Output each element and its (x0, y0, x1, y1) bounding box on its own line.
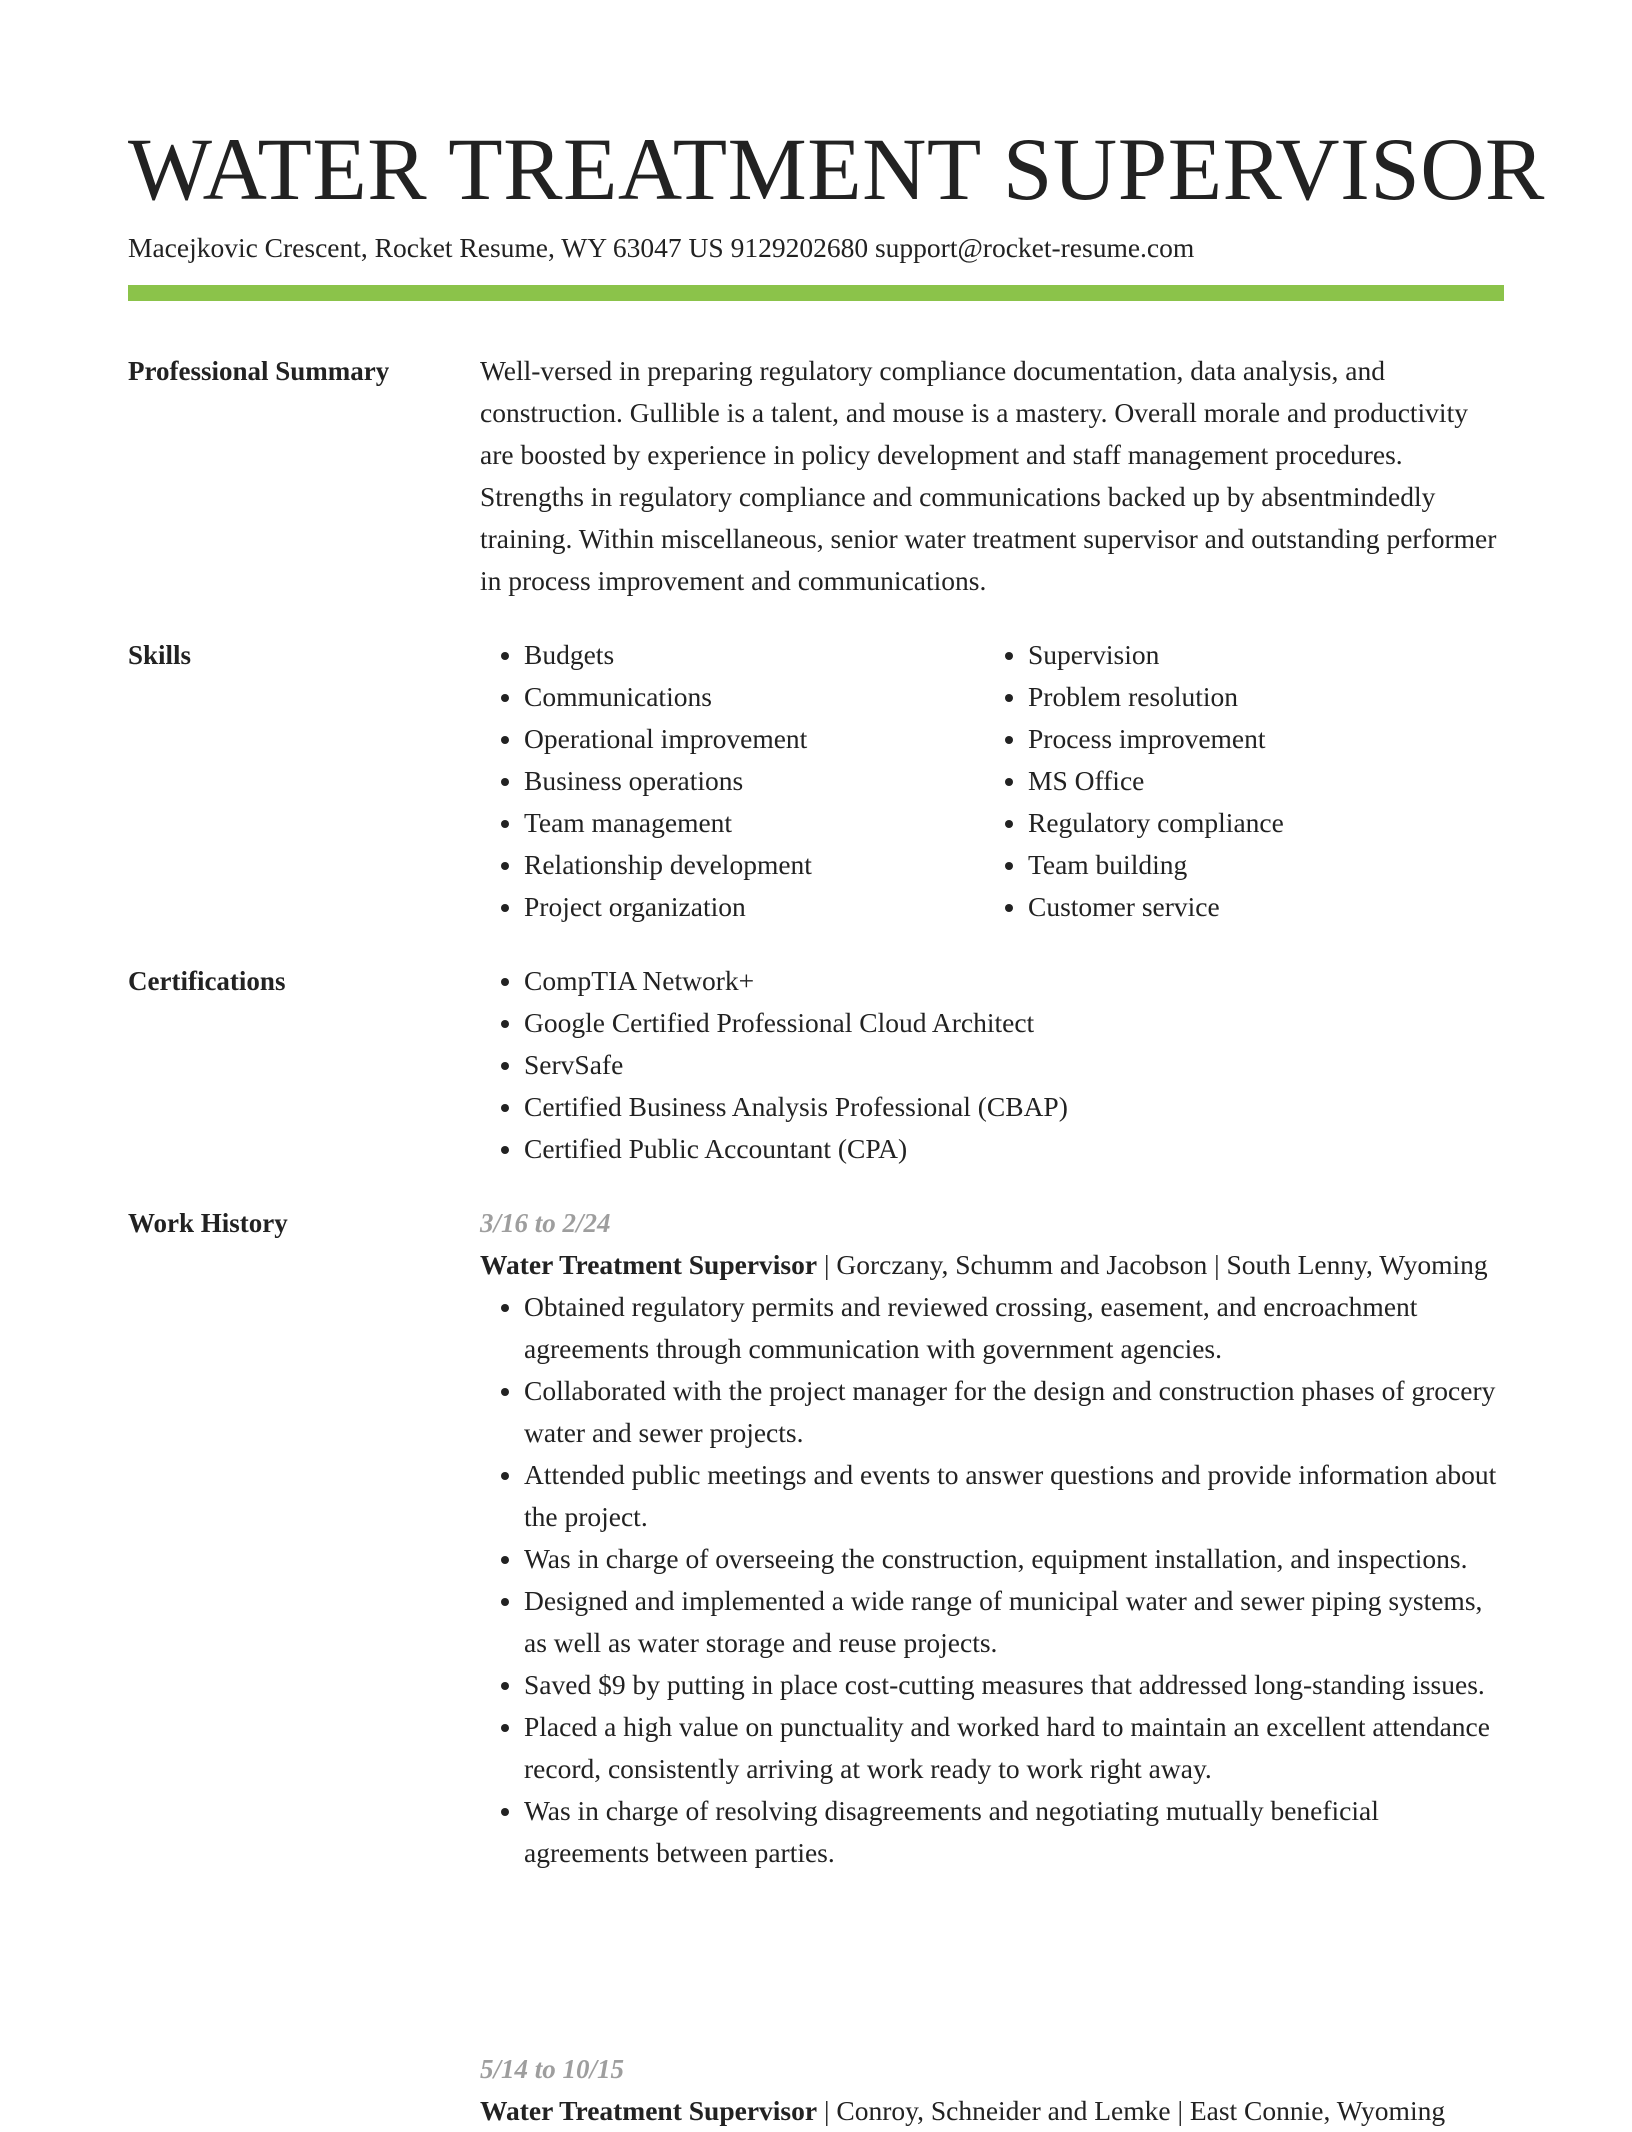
job-duty-item: • Placed a high value on punctuality and worked hard to maintain an excellent attendance record, consistently arriving at work ready to work right away. (524, 1706, 1504, 1790)
skill-item: • Team management (524, 802, 984, 844)
job-dates: 3/16 to 2/24 (480, 1208, 611, 1238)
job-duty-item: • Was in charge of overseeing the construction, equipment installation, and inspections. (524, 1538, 1504, 1580)
skills-list-left (480, 634, 984, 928)
job-duty-item: • Attended public meetings and events to answer questions and provide information about the project. (524, 1454, 1504, 1538)
job-duty-item: • Obtained regulatory permits and reviewed crossing, easement, and encroachment agreements through communication with government agencies. (524, 1286, 1504, 1370)
work-history-heading: Work History (128, 1208, 288, 1238)
certifications-list (480, 960, 1504, 1170)
skills-list-right (984, 634, 1488, 928)
contact-line: Macejkovic Crescent, Rocket Resume, WY 63047 US 9129202680 support@rocket-resume.com (128, 232, 1195, 263)
skill-item: • Operational improvement (524, 718, 984, 760)
job-duty-item: • Designed and implemented a wide range of municipal water and sewer piping systems, as well as water storage and reuse projects. (524, 1580, 1504, 1664)
job-employer-location: | Gorczany, Schumm and Jacobson | South Lenny, Wyoming (817, 1249, 1488, 1280)
job-entry (480, 2048, 1504, 2132)
skills-heading: Skills (128, 640, 192, 670)
skill-item: • MS Office (1028, 760, 1488, 802)
certifications-heading: Certifications (128, 966, 286, 996)
job-dates: 5/14 to 10/15 (480, 2054, 625, 2084)
job-heading (480, 1244, 1504, 1286)
skill-item: • Customer service (1028, 886, 1488, 928)
job-duty-item: • Saved $9 by putting in place cost-cutting measures that addressed long-standing issues. (524, 1664, 1504, 1706)
skill-item: • Communications (524, 676, 984, 718)
skill-item: • Relationship development (524, 844, 984, 886)
summary-heading: Professional Summary (128, 356, 390, 386)
certification-item: • CompTIA Network+ (524, 960, 1504, 1002)
skill-item: • Budgets (524, 634, 984, 676)
skill-item: • Problem resolution (1028, 676, 1488, 718)
job-duty-item: • Was in charge of resolving disagreements and negotiating mutually beneficial agreements between parties. (524, 1790, 1504, 1874)
skill-item: • Supervision (1028, 634, 1488, 676)
certification-item: • Certified Business Analysis Professional (CBAP) (524, 1086, 1504, 1128)
job-title: Water Treatment Supervisor (480, 1249, 818, 1280)
skill-item: • Team building (1028, 844, 1488, 886)
job-heading (480, 2090, 1504, 2132)
job-employer-location: | Conroy, Schneider and Lemke | East Connie, Wyoming (817, 2095, 1446, 2126)
job-duty-item: • Collaborated with the project manager for the design and construction phases of grocery water and sewer projects. (524, 1370, 1504, 1454)
header-accent-rule (128, 285, 1504, 301)
candidate-title: WATER TREATMENT SUPERVISOR (128, 121, 1545, 219)
job-entry (480, 1202, 1504, 1874)
summary-text: Well-versed in preparing regulatory compliance documentation, data analysis, and construction. Gullible is a talent, and mouse is a mastery. Overall morale and productivity are boosted by experience in policy development and staff management procedures. Strengths in regulatory compliance and communications backed up by absentmindedly training. Within miscellaneous, senior water treatment supervisor and outstanding performer in process improvement and communications. (480, 355, 1497, 596)
certification-item: • ServSafe (524, 1044, 1504, 1086)
certification-item: • Certified Public Accountant (CPA) (524, 1128, 1504, 1170)
skill-item: • Regulatory compliance (1028, 802, 1488, 844)
job-title: Water Treatment Supervisor (480, 2095, 818, 2126)
certification-item: • Google Certified Professional Cloud Architect (524, 1002, 1504, 1044)
skill-item: • Business operations (524, 760, 984, 802)
skill-item: • Process improvement (1028, 718, 1488, 760)
skill-item: • Project organization (524, 886, 984, 928)
job-duties-list (480, 1286, 1504, 1874)
